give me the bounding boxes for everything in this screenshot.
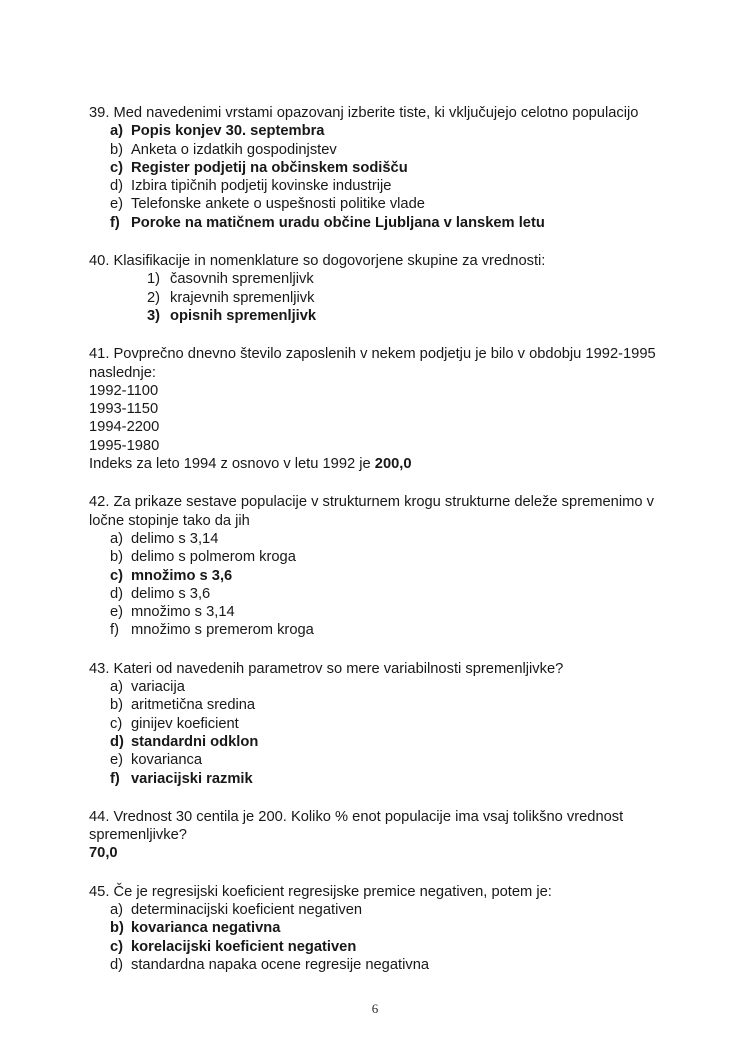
option-40-2	[89, 289, 659, 307]
question-block-43	[89, 660, 659, 788]
option-39-d	[89, 177, 659, 195]
data-line-1995: 1995-1980	[89, 437, 160, 454]
option-text: standardna napaka ocene regresije negativna	[131, 956, 430, 973]
option-marker: 3)	[147, 307, 161, 324]
option-39-c	[89, 159, 659, 177]
option-43-e	[89, 751, 659, 769]
question-41-answer-line	[89, 455, 659, 473]
option-marker: b)	[110, 697, 124, 714]
question-prompt-43: 43. Kateri od navedenih parametrov so mere variabilnosti spremenljivke?	[89, 660, 564, 677]
option-marker: a)	[110, 679, 124, 696]
question-prompt-45: 45. Če je regresijski koeficient regresijske premice negativen, potem je:	[89, 883, 552, 900]
option-marker: e)	[110, 752, 124, 769]
option-text: Poroke na matičnem uradu občine Ljubljana v lanskem letu	[131, 214, 545, 231]
option-39-a	[89, 122, 659, 140]
option-text: krajevnih spremenljivk	[170, 289, 315, 306]
option-marker: c)	[110, 938, 124, 955]
option-39-f	[89, 214, 659, 232]
option-marker: e)	[110, 196, 124, 213]
option-text: opisnih spremenljivk	[170, 307, 317, 324]
option-text: delimo s 3,14	[131, 530, 219, 547]
question-prompt-42: 42. Za prikaze sestave populacije v strukturnem krogu strukturne deleže spremenimo v ločne stopinje tako da jih	[89, 494, 654, 529]
option-marker: b)	[110, 920, 124, 937]
option-marker: d)	[110, 178, 124, 195]
option-marker: c)	[110, 567, 124, 584]
option-45-d	[89, 956, 659, 974]
data-line-1993: 1993-1150	[89, 401, 159, 418]
option-45-a	[89, 901, 659, 919]
option-marker: d)	[110, 733, 124, 750]
option-marker: b)	[110, 549, 124, 566]
option-text: standardni odklon	[131, 733, 259, 750]
option-42-c	[89, 567, 659, 585]
option-text: Telefonske ankete o uspešnosti politike vlade	[131, 196, 425, 213]
option-42-d	[89, 585, 659, 603]
option-marker: f)	[110, 770, 120, 787]
option-45-b	[89, 919, 659, 937]
option-39-b	[89, 141, 659, 159]
option-42-e	[89, 603, 659, 621]
option-text: delimo s polmerom kroga	[131, 549, 296, 566]
answer-prefix: Indeks za leto 1994 z osnovo v letu 1992 je	[89, 456, 375, 473]
option-marker: f)	[110, 622, 119, 639]
option-marker: f)	[110, 214, 120, 231]
option-marker: c)	[110, 159, 124, 176]
option-40-3	[89, 307, 659, 325]
option-43-c	[89, 715, 659, 733]
question-block-41	[89, 345, 659, 473]
option-text: Anketa o izdatkih gospodinjstev	[131, 141, 337, 158]
option-text: aritmetična sredina	[131, 697, 256, 714]
option-marker: d)	[110, 585, 124, 602]
option-marker: b)	[110, 141, 124, 158]
option-marker: 1)	[147, 271, 161, 288]
option-43-f	[89, 770, 659, 788]
option-marker: a)	[110, 123, 124, 140]
option-text: kovarianca	[131, 752, 203, 769]
option-42-f	[89, 621, 659, 639]
option-text: Izbira tipičnih podjetij kovinske industrije	[131, 178, 392, 195]
answer-value: 200,0	[374, 456, 412, 473]
option-marker: c)	[110, 715, 123, 732]
option-text: delimo s 3,6	[131, 585, 211, 602]
option-text: variacijski razmik	[131, 770, 253, 787]
option-39-e	[89, 195, 659, 213]
options-list-45	[89, 901, 659, 974]
option-text: množimo s 3,14	[131, 604, 235, 621]
options-list-43	[89, 678, 659, 788]
page-number: 6	[371, 1001, 379, 1016]
question-44-answer-value: 70,0	[89, 845, 118, 862]
option-text: množimo s 3,6	[131, 567, 233, 584]
option-42-b	[89, 548, 659, 566]
option-45-c	[89, 938, 659, 956]
options-list-42	[89, 530, 659, 640]
options-list-39	[89, 122, 659, 232]
option-marker: e)	[110, 604, 124, 621]
option-text: Popis konjev 30. septembra	[131, 123, 325, 140]
option-text: korelacijski koeficient negativen	[131, 938, 357, 955]
data-line-1992: 1992-1100	[89, 382, 159, 399]
data-line-1994: 1994-2200	[89, 419, 160, 436]
option-marker: 2)	[147, 289, 161, 306]
option-marker: d)	[110, 956, 124, 973]
option-text: variacija	[131, 679, 185, 696]
question-prompt-44: 44. Vrednost 30 centila je 200. Koliko % enot populacije ima vsaj tolikšno vrednost spremenljivke?	[89, 808, 624, 844]
question-prompt-40: 40. Klasifikacije in nomenklature so dogovorjene skupine za vrednosti:	[89, 253, 546, 270]
option-40-1	[89, 270, 659, 288]
question-block-45	[89, 883, 659, 974]
question-prompt-41: 41. Povprečno dnevno število zaposlenih v nekem podjetju je bilo v obdobju 1992-1995 naslednje:	[89, 346, 656, 381]
option-43-b	[89, 696, 659, 714]
option-text: ginijev koeficient	[131, 715, 239, 732]
option-42-a	[89, 530, 659, 548]
option-marker: a)	[110, 901, 124, 918]
option-text: Register podjetij na občinskem sodišču	[131, 159, 408, 176]
option-text: kovarianca negativna	[131, 920, 281, 937]
option-text: časovnih spremenljivk	[170, 271, 314, 288]
option-43-d	[89, 733, 659, 751]
question-block-44	[89, 808, 659, 863]
option-43-a	[89, 678, 659, 696]
question-block-42	[89, 493, 659, 639]
question-list	[89, 104, 659, 994]
question-prompt-39: 39. Med navedenimi vrstami opazovanj izberite tiste, ki vključujejo celotno populacijo	[89, 105, 639, 121]
options-list-40	[89, 270, 659, 325]
question-block-40	[89, 252, 659, 325]
option-text: množimo s premerom kroga	[131, 622, 314, 639]
question-block-39	[89, 104, 659, 232]
option-text: determinacijski koeficient negativen	[131, 901, 363, 918]
option-marker: a)	[110, 530, 124, 547]
